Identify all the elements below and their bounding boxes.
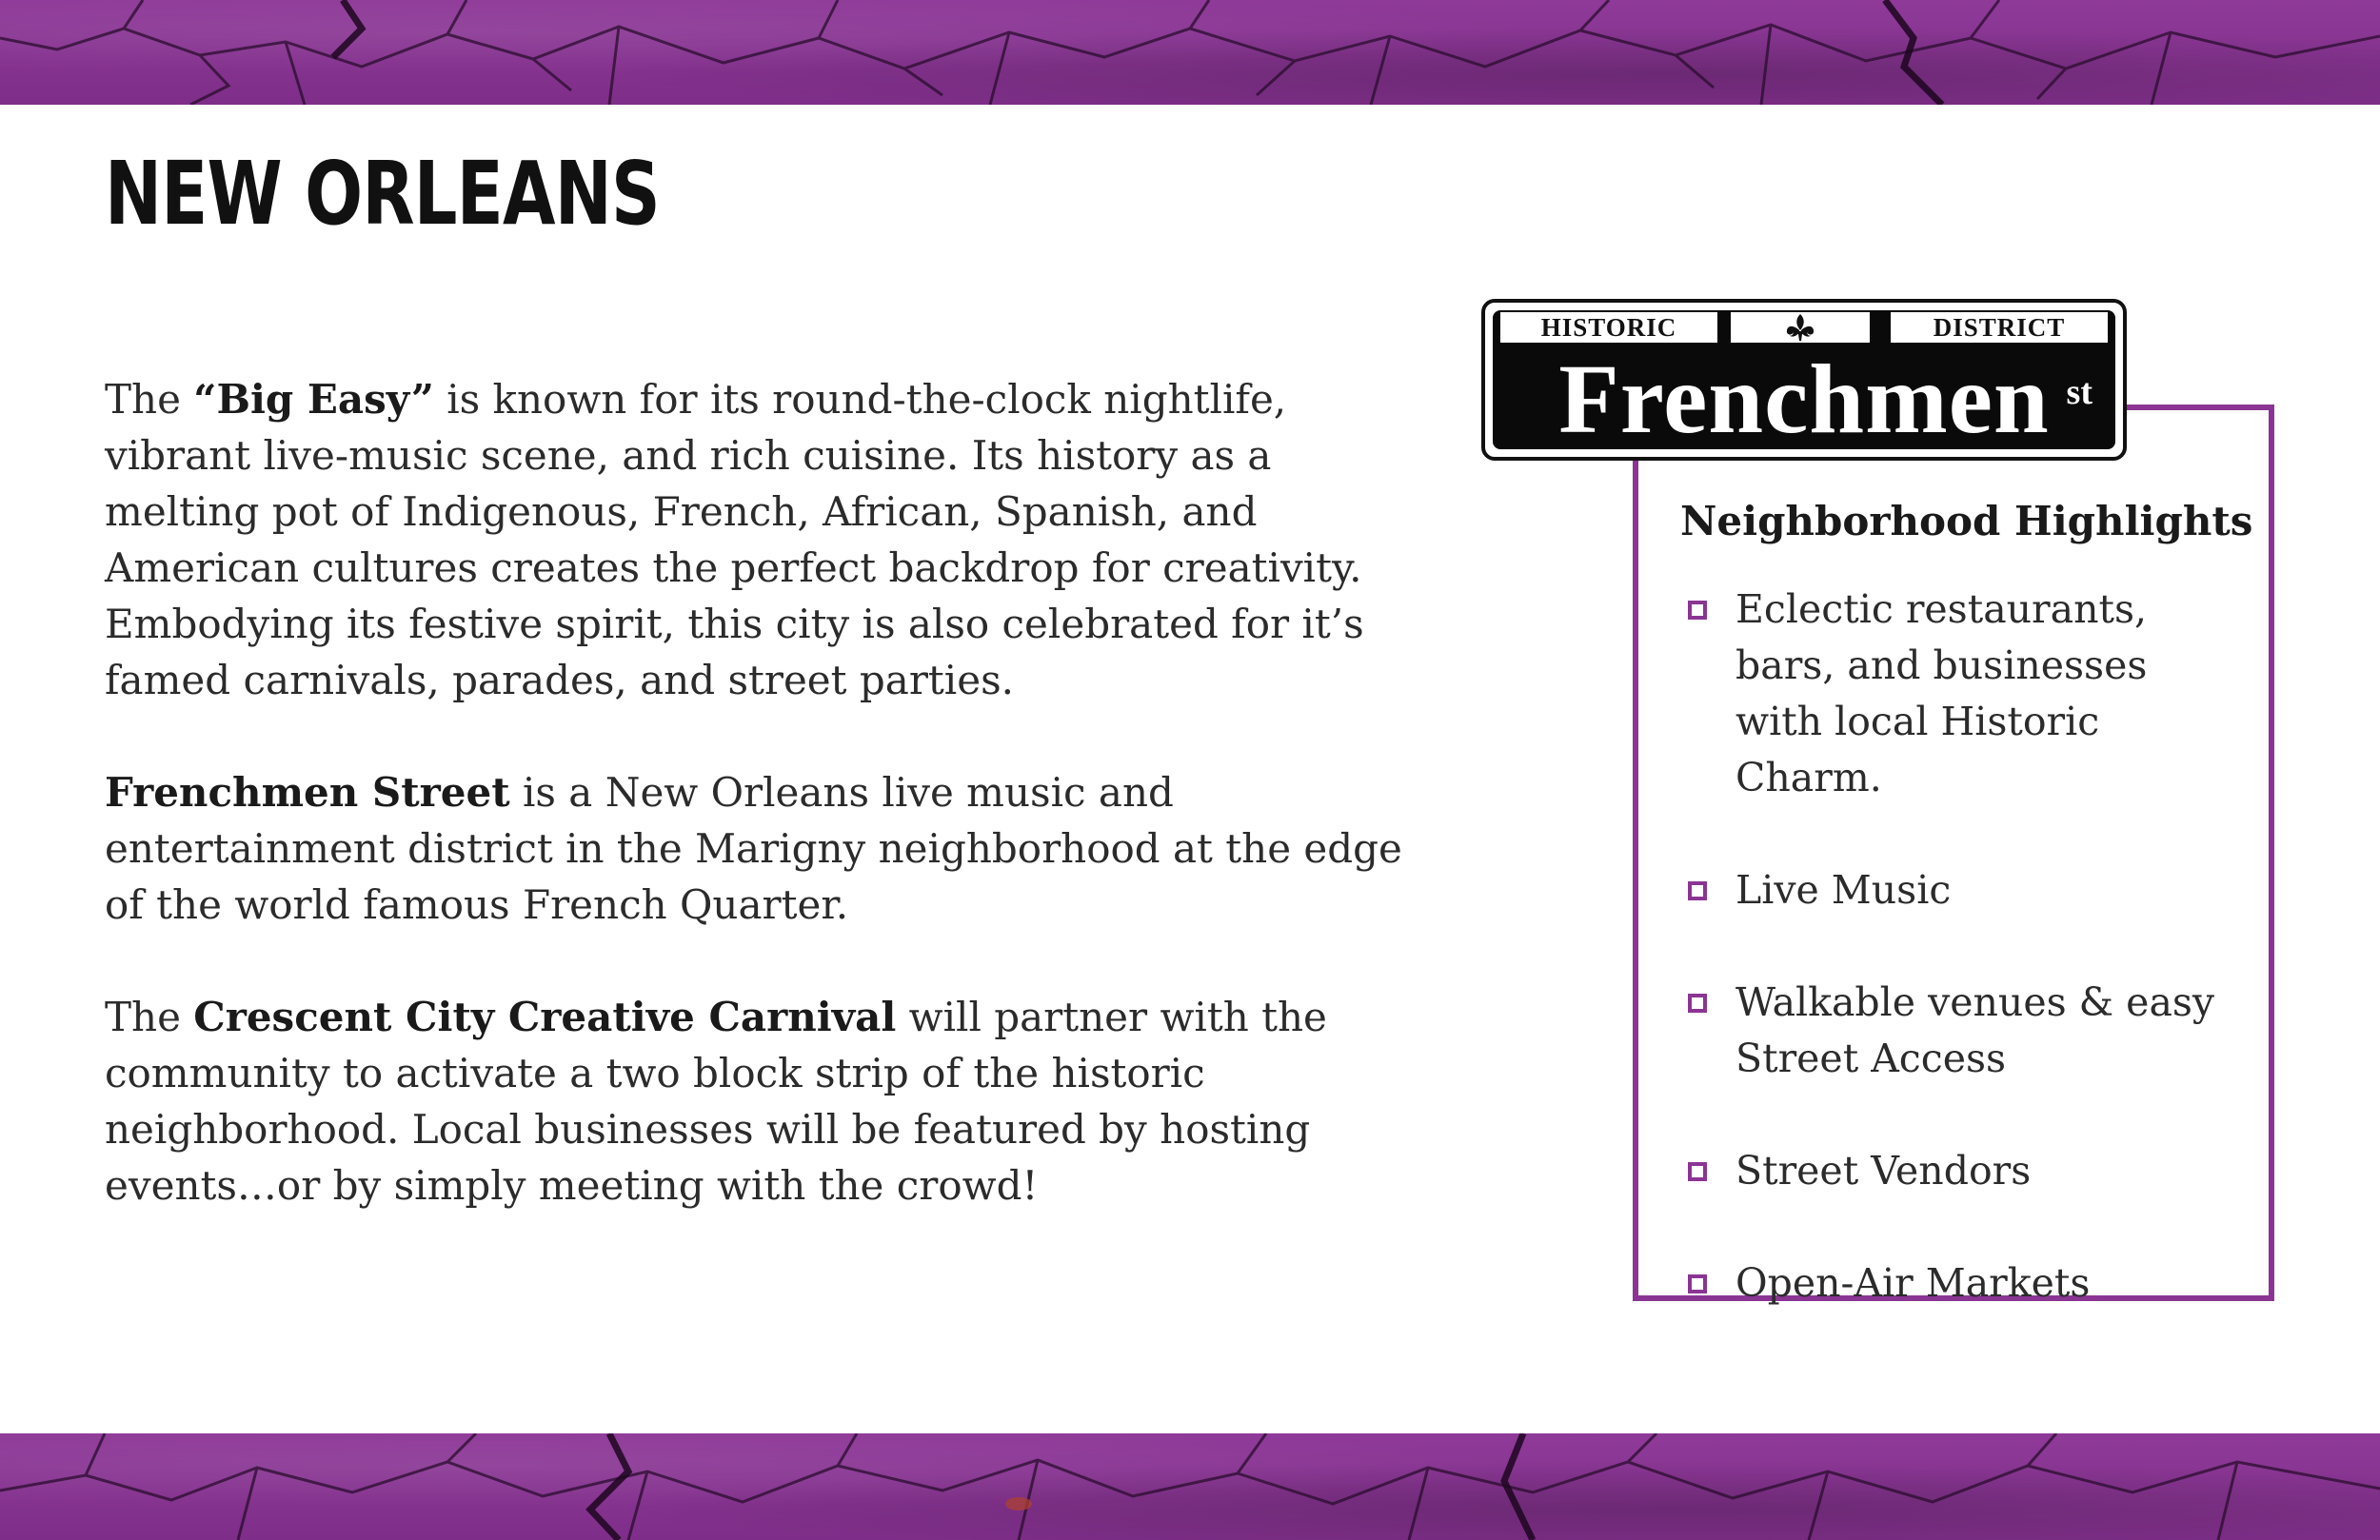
highlight-text: Open-Air Markets xyxy=(1735,1260,2091,1306)
highlight-item xyxy=(1688,975,2240,1087)
highlight-text: Live Music xyxy=(1735,867,1952,913)
frenchmen-text: is a New Orleans live music and entertainment district in the Marigny neighborhood at the edge of the world famous French Quarter. xyxy=(105,769,1402,928)
checkbox-square-icon xyxy=(1688,881,1707,900)
highlight-text: Eclectic restaurants, bars, and businesses with local Historic Charm. xyxy=(1735,586,2148,800)
frenchmen-street-highlight: Frenchmen Street xyxy=(105,769,510,816)
big-easy-highlight: “Big Easy” xyxy=(193,376,434,423)
highlight-item xyxy=(1688,862,2240,918)
bottom-decorative-band xyxy=(0,1433,2380,1540)
highlights-title: Neighborhood Highlights xyxy=(1680,498,2253,544)
highlight-text: Street Vendors xyxy=(1735,1148,2032,1194)
top-decorative-band xyxy=(0,0,2380,105)
intro-paragraph xyxy=(105,371,1418,708)
sign-historic-label: HISTORIC xyxy=(1500,312,1717,343)
street-sign-face xyxy=(1493,310,2115,454)
carnival-name-highlight: Crescent City Creative Carnival xyxy=(193,994,897,1040)
main-body xyxy=(105,371,1418,1270)
checkbox-square-icon xyxy=(1688,1274,1707,1293)
fleur-de-lis-icon xyxy=(1731,312,1870,343)
highlight-item xyxy=(1688,1143,2240,1199)
highlight-item xyxy=(1688,582,2240,806)
checkbox-square-icon xyxy=(1688,994,1707,1013)
sign-top-strip xyxy=(1493,310,2115,343)
checkbox-square-icon xyxy=(1688,1162,1707,1181)
sign-street-name: Frenchmen xyxy=(1558,345,2050,454)
page-title: NEW ORLEANS xyxy=(105,143,660,245)
carnival-paragraph xyxy=(105,989,1418,1214)
checkbox-square-icon xyxy=(1688,601,1707,620)
highlight-text: Walkable venues & easy Street Access xyxy=(1735,979,2215,1081)
neighborhood-highlights-box xyxy=(1633,405,2274,1306)
intro-text-rest: is known for its round-the-clock nightlife, vibrant live-music scene, and rich cuisine. Its history as a melting pot of Indigenous, French, African, Spanish, and American cultures creates the perfect backdrop for creativity. Embodying its festive spirit, this city is also celebrated for it’s famed carnivals, parades, and street parties. xyxy=(105,376,1364,703)
cracked-texture-top xyxy=(0,0,2380,105)
highlight-item xyxy=(1688,1255,2240,1312)
intro-text-start: The xyxy=(105,376,194,423)
frenchmen-paragraph xyxy=(105,764,1418,933)
cracked-texture-bottom xyxy=(0,1433,2380,1540)
sign-street-suffix: st xyxy=(2066,372,2092,412)
carnival-text-rest: will partner with the community to activate a two block strip of the historic neighborhood. Local businesses will be featured by hosting events…or by simply meeting with the crowd! xyxy=(105,994,1327,1209)
carnival-text-start: The xyxy=(105,994,194,1040)
highlights-list xyxy=(1688,582,2240,1368)
sign-district-label: DISTRICT xyxy=(1891,312,2108,343)
street-sign xyxy=(1481,299,2127,461)
